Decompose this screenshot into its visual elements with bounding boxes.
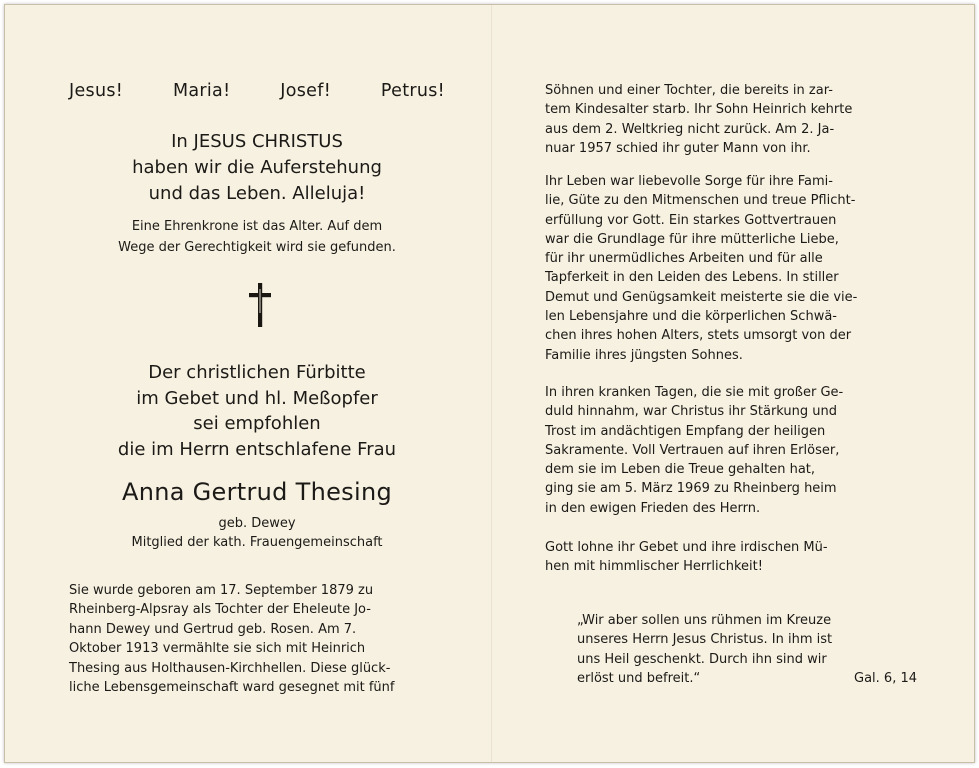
biography-line: hann Dewey und Gertrud geb. Rosen. Am 7. — [69, 621, 357, 637]
latin-cross-icon — [248, 283, 272, 327]
text-line: Trost im andächtigen Empfang der heiligen — [545, 423, 826, 439]
text-line: Gott lohne ihr Gebet und ihre irdischen Mü- — [545, 540, 828, 555]
invocation: Josef! — [280, 81, 332, 101]
biography-line: liche Lebensgemeinschaft ward gesegnet mit fünf — [69, 680, 395, 696]
maiden-name: geb. Dewey — [218, 516, 296, 531]
text-line: ging sie am 5. März 1969 zu Rheinberg heim — [545, 481, 837, 497]
center-fold — [491, 5, 493, 762]
text-line: chen ihres hohen Alters, stets umsorgt von der — [545, 328, 852, 344]
proverb-line: Wege der Gerechtigkeit wird sie gefunden. — [118, 240, 396, 255]
intercession-line: die im Herrn entschlafene Frau — [117, 438, 397, 460]
text-line: erfüllung vor Gott. Ein starkes Gottvertrauen — [545, 212, 837, 228]
quote-line: unseres Herrn Jesus Christus. In ihm ist — [577, 632, 833, 648]
family-paragraph — [545, 81, 917, 158]
biography-line: Rheinberg-Alpsray als Tochter der Eheleute Jo- — [69, 602, 371, 618]
text-line: duld hinnahm, war Christus ihr Stärkung und — [545, 404, 838, 420]
quote-line: uns Heil geschenkt. Durch ihn sind wir — [577, 651, 827, 667]
invocation: Maria! — [172, 81, 231, 101]
verse-line: haben wir die Auferstehung — [132, 157, 382, 178]
text-line: Demut und Genügsamkeit meisterte sie die vie- — [545, 289, 858, 305]
text-line: war die Grundlage für ihre mütterliche Liebe, — [545, 231, 839, 247]
invocations — [69, 81, 445, 101]
text-line: tem Kindesalter starb. Ihr Sohn Heinrich kehrte — [545, 102, 853, 118]
biography-line: Oktober 1913 vermählte sie sich mit Heinrich — [69, 641, 366, 657]
proverb-line: Eine Ehrenkrone ist das Alter. Auf dem — [131, 219, 383, 234]
text-line: Familie ihres jüngsten Sohnes. — [545, 347, 743, 363]
text-line: Söhnen und einer Tochter, die bereits in zar- — [545, 83, 833, 98]
text-line: len Lebensjahre und die körperlichen Schwä- — [545, 309, 837, 325]
quote-line: erlöst und befreit.“ — [577, 671, 701, 687]
intercession-line: im Gebet und hl. Meßopfer — [136, 387, 378, 409]
biography-line: Thesing aus Holthausen-Kirchhellen. Diese glück- — [69, 660, 391, 676]
intercession-line: Der christlichen Fürbitte — [148, 362, 366, 383]
invocation: Petrus! — [380, 81, 445, 101]
text-line: dem sie im Leben die Treue gehalten hat, — [545, 462, 816, 478]
easter-verse — [69, 129, 445, 207]
memorial-card — [4, 4, 975, 763]
biography — [69, 581, 445, 697]
text-line: für ihr unermüdliches Arbeiten und für alle — [545, 251, 823, 267]
quote-reference: Gal. 6, 14 — [854, 671, 917, 687]
verse-line: und das Leben. Alleluja! — [148, 183, 366, 204]
verse-line: In JESUS CHRISTUS — [171, 131, 343, 152]
invocation: Jesus! — [69, 81, 124, 101]
deceased-name: Anna Gertrud Thesing — [121, 478, 392, 506]
blessing-paragraph — [545, 538, 917, 577]
text-line: Tapferkeit in den Leiden des Lebens. In stiller — [545, 270, 839, 286]
text-line: In ihren kranken Tagen, die sie mit großer Ge- — [545, 385, 844, 400]
text-line: hen mit himmlischer Herrlichkeit! — [545, 559, 763, 575]
text-line: in den ewigen Frieden des Herrn. — [545, 500, 761, 516]
illness-paragraph — [545, 383, 917, 518]
intercession-line: sei empfohlen — [193, 413, 321, 434]
text-line: Ihr Leben war liebevolle Sorge für ihre Fami- — [545, 174, 833, 189]
scripture-quote — [577, 611, 917, 689]
text-line: aus dem 2. Weltkrieg nicht zurück. Am 2. Ja- — [545, 121, 835, 137]
proverb — [69, 216, 445, 258]
text-line: lie, Güte zu den Mitmenschen und treue Pflicht- — [545, 193, 856, 209]
text-line: Sakramente. Voll Vertrauen auf ihren Erlöser, — [545, 442, 840, 458]
intercession — [69, 360, 445, 462]
life-paragraph — [545, 172, 917, 365]
name-details — [69, 514, 445, 552]
biography-line: Sie wurde geboren am 17. September 1879 zu — [69, 583, 374, 598]
quote-line: „Wir aber sollen uns rühmen im Kreuze — [577, 613, 832, 628]
membership: Mitglied der kath. Frauengemeinschaft — [131, 535, 383, 550]
text-line: nuar 1957 schied ihr guter Mann von ihr. — [545, 140, 811, 156]
quote-final-row — [577, 669, 917, 688]
